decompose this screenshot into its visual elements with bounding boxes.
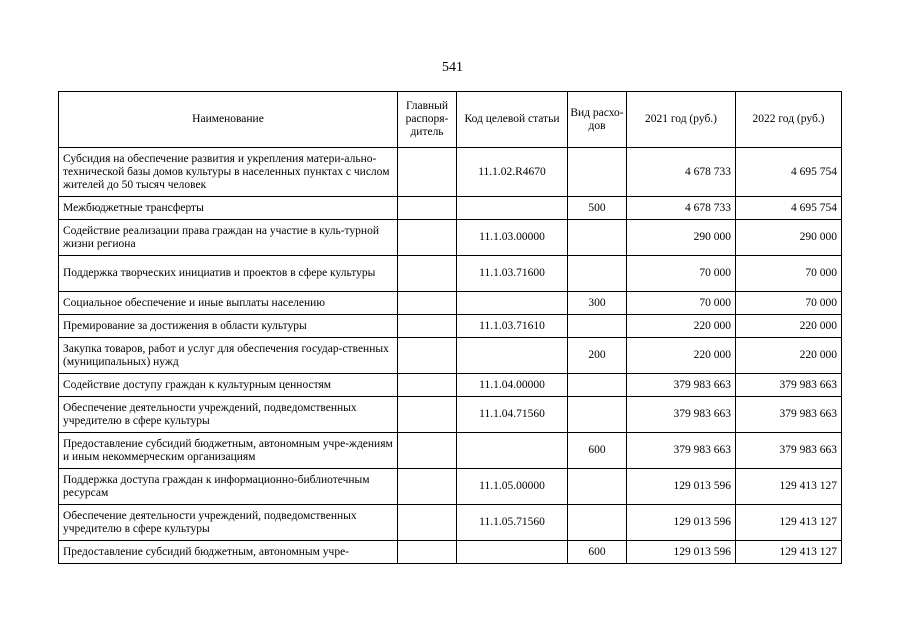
row-name: Закупка товаров, работ и услуг для обеспечения государ-ственных (муниципальных) нужд — [59, 338, 398, 374]
row-amount-2021: 220 000 — [627, 315, 736, 338]
row-manager — [398, 315, 457, 338]
row-name: Содействие доступу граждан к культурным ценностям — [59, 374, 398, 397]
header-2022: 2022 год (руб.) — [736, 92, 842, 148]
row-amount-2021: 4 678 733 — [627, 148, 736, 197]
row-kind — [568, 220, 627, 256]
table-row — [59, 433, 842, 469]
row-name: Обеспечение деятельности учреждений, подведомственных учредителю в сфере культуры — [59, 505, 398, 541]
row-manager — [398, 148, 457, 197]
row-code — [457, 338, 568, 374]
row-manager — [398, 292, 457, 315]
row-code: 11.1.04.00000 — [457, 374, 568, 397]
row-manager — [398, 433, 457, 469]
row-name: Содействие реализации права граждан на участие в куль-турной жизни региона — [59, 220, 398, 256]
row-code: 11.1.05.00000 — [457, 469, 568, 505]
row-amount-2022: 379 983 663 — [736, 397, 842, 433]
header-code: Код целевой статьи — [457, 92, 568, 148]
row-code: 11.1.03.00000 — [457, 220, 568, 256]
row-code — [457, 197, 568, 220]
table-row — [59, 469, 842, 505]
row-amount-2021: 220 000 — [627, 338, 736, 374]
row-kind — [568, 374, 627, 397]
row-manager — [398, 541, 457, 564]
row-amount-2021: 4 678 733 — [627, 197, 736, 220]
table-row — [59, 397, 842, 433]
row-amount-2021: 129 013 596 — [627, 469, 736, 505]
row-amount-2022: 129 413 127 — [736, 541, 842, 564]
row-amount-2021: 290 000 — [627, 220, 736, 256]
row-code: 11.1.05.71560 — [457, 505, 568, 541]
header-kind: Вид расхо-дов — [568, 92, 627, 148]
row-name: Социальное обеспечение и иные выплаты населению — [59, 292, 398, 315]
row-kind — [568, 256, 627, 292]
table-row — [59, 374, 842, 397]
table-row — [59, 505, 842, 541]
row-name: Межбюджетные трансферты — [59, 197, 398, 220]
row-manager — [398, 374, 457, 397]
table-row — [59, 338, 842, 374]
table-row — [59, 220, 842, 256]
table-row — [59, 315, 842, 338]
row-code: 11.1.03.71610 — [457, 315, 568, 338]
table-row — [59, 148, 842, 197]
row-amount-2022: 4 695 754 — [736, 197, 842, 220]
row-amount-2021: 70 000 — [627, 292, 736, 315]
row-code: 11.1.03.71600 — [457, 256, 568, 292]
row-amount-2022: 129 413 127 — [736, 469, 842, 505]
row-amount-2021: 70 000 — [627, 256, 736, 292]
row-kind — [568, 315, 627, 338]
row-kind: 300 — [568, 292, 627, 315]
row-amount-2022: 4 695 754 — [736, 148, 842, 197]
row-amount-2022: 70 000 — [736, 292, 842, 315]
table-row — [59, 541, 842, 564]
row-code — [457, 541, 568, 564]
row-manager — [398, 505, 457, 541]
table-row — [59, 292, 842, 315]
row-name: Поддержка доступа граждан к информационно-библиотечным ресурсам — [59, 469, 398, 505]
row-kind: 600 — [568, 541, 627, 564]
row-manager — [398, 220, 457, 256]
row-amount-2022: 220 000 — [736, 315, 842, 338]
row-name: Обеспечение деятельности учреждений, подведомственных учредителю в сфере культуры — [59, 397, 398, 433]
row-name: Предоставление субсидий бюджетным, автономным учре- — [59, 541, 398, 564]
row-kind — [568, 505, 627, 541]
row-amount-2022: 129 413 127 — [736, 505, 842, 541]
row-kind: 600 — [568, 433, 627, 469]
row-name: Субсидия на обеспечение развития и укрепления матери-ально-технической базы домов культуры в населенных пунктах с числом жителей до 50 тысяч человек — [59, 148, 398, 197]
row-manager — [398, 256, 457, 292]
row-amount-2021: 379 983 663 — [627, 397, 736, 433]
row-kind — [568, 397, 627, 433]
row-code: 11.1.04.71560 — [457, 397, 568, 433]
row-amount-2021: 379 983 663 — [627, 374, 736, 397]
row-amount-2022: 290 000 — [736, 220, 842, 256]
budget-table — [58, 91, 842, 564]
row-code — [457, 433, 568, 469]
row-code — [457, 292, 568, 315]
header-manager: Главный распоря-дитель — [398, 92, 457, 148]
page-number: 541 — [442, 60, 463, 75]
row-manager — [398, 469, 457, 505]
row-name: Премирование за достижения в области культуры — [59, 315, 398, 338]
row-kind — [568, 469, 627, 505]
header-row — [59, 92, 842, 148]
header-2021: 2021 год (руб.) — [627, 92, 736, 148]
row-kind: 200 — [568, 338, 627, 374]
table-row — [59, 197, 842, 220]
table-row — [59, 256, 842, 292]
row-amount-2021: 379 983 663 — [627, 433, 736, 469]
row-manager — [398, 197, 457, 220]
row-amount-2022: 70 000 — [736, 256, 842, 292]
row-amount-2022: 379 983 663 — [736, 374, 842, 397]
row-amount-2022: 220 000 — [736, 338, 842, 374]
row-amount-2021: 129 013 596 — [627, 505, 736, 541]
row-manager — [398, 397, 457, 433]
row-kind — [568, 148, 627, 197]
row-name: Предоставление субсидий бюджетным, автономным учре-ждениям и иным некоммерческим организациям — [59, 433, 398, 469]
row-kind: 500 — [568, 197, 627, 220]
row-code: 11.1.02.R4670 — [457, 148, 568, 197]
header-name: Наименование — [59, 92, 398, 148]
row-amount-2021: 129 013 596 — [627, 541, 736, 564]
row-amount-2022: 379 983 663 — [736, 433, 842, 469]
row-manager — [398, 338, 457, 374]
row-name: Поддержка творческих инициатив и проектов в сфере культуры — [59, 256, 398, 292]
